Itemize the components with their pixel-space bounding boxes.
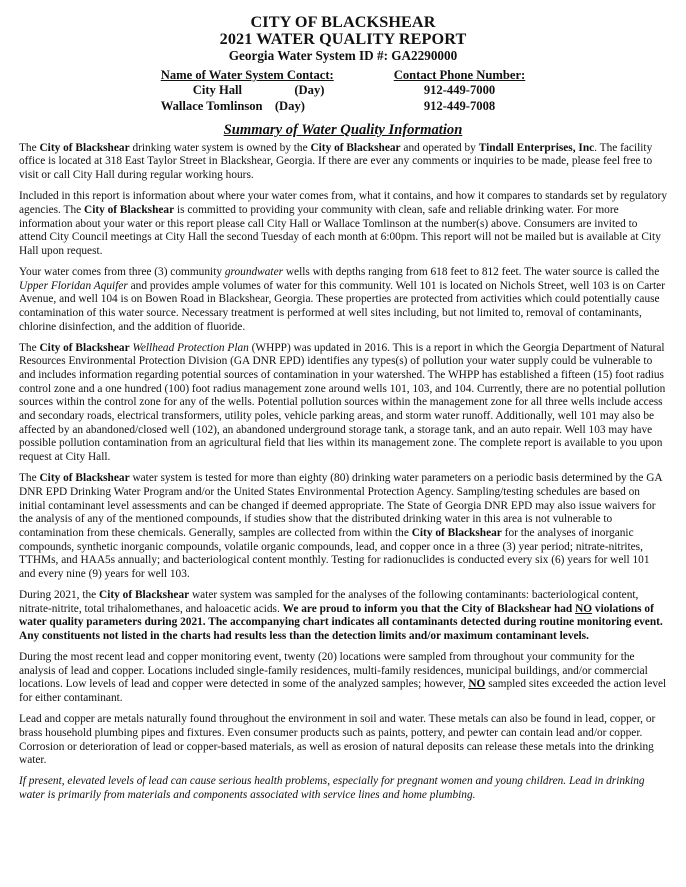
report-header (19, 14, 667, 63)
paragraph-water-source: Your water comes from three (3) community groundwater wells with depths ranging from 618 feet to 812 feet. The water source is called the Upper Floridan Aquifer and provides ample volumes of water for this community. Well 101 is located on Nichols Street, well 103 is on Carter Avenue, and well 104 is on Bowen Road in Blackshear, Georgia. These properties are protected from activities which could potentially cause contamination of this water source. Necessary treatment is performed at well sites including, but not limited to, removal of contaminants, chlorine disinfection, and the addition of fluoride. (19, 266, 665, 333)
paragraph-ownership: The City of Blackshear drinking water system is owned by the City of Blackshear and operated by Tindall Enterprises, Inc. The facility office is located at 318 East Taylor Street in Blackshear, Georgia. If there are ever any comments or inquiries to be made, please feel free to visit or call City Hall during regular working hours. (19, 141, 653, 182)
paragraph-lead-health: If present, elevated levels of lead can cause serious health problems, especially for pregnant women and young children. Lead in drinking water is primarily from materials and components associated with service lines and home plumbing. (19, 775, 645, 802)
contact-name: Wallace Tomlinson (160, 98, 263, 113)
contact-names-column (161, 68, 334, 114)
contact-time: (Day) (294, 83, 325, 98)
report-title: 2021 WATER QUALITY REPORT (219, 30, 467, 48)
paragraph-2021-results: During 2021, the City of Blackshear water system was sampled for the analyses of the following contaminants: bacteriological content, nitrate-nitrite, total trihalomethanes, and haloacetic acids. We are proud to inform you that the City of Blackshear had NO violations of water quality parameters during 2021. The accompanying chart indicates all contaminants detected during routine monitoring event. Any constituents not listed in the charts had results less than the detection limits and/or maximum contaminant levels. (19, 588, 663, 642)
contact-phone-heading: Contact Phone Number: (393, 68, 526, 82)
contact-phones-column (394, 68, 526, 114)
contact-row-wallace (161, 99, 334, 114)
contact-name-heading: Name of Water System Contact: (160, 68, 334, 82)
paragraph-wellhead-protection: The City of Blackshear Wellhead Protection Plan (WHPP) was updated in 2016. This is a report in which the Georgia Department of Natural Resources Environmental Protection Division (GA DNR EPD) identifies any types(s) of pollution your water supply could be vulnerable to and includes information regarding potential sources of contamination in your watershed. The WHPP has established a fifteen (15) foot radius control zone and a one hundred (100) foot radius management zone around wells 101, 103, and 104. Currently, there are no potential pollution sources within the control zone for any of the wells. Potential pollution sources within the management zone for all three wells include access and secondary roads, electrical transformers, utility poles, vehicle parking areas, and storm water runoff. Additionally, well 101 may also be affected by an abandoned/closed well (102), an abandoned underground storage tank, a storage tank, and an auto repair. Well 103 may have possible pollution contamination from an agricultural field that lies within its management zone. The complete report is available to you upon request at City Hall. (19, 341, 666, 464)
phone-wallace: 912-449-7008 (423, 98, 496, 113)
system-id: Georgia Water System ID #: GA2290000 (228, 48, 458, 63)
contact-name: City Hall (192, 83, 243, 98)
summary-heading: Summary of Water Quality Information (223, 122, 463, 139)
paragraph-report-info: Included in this report is information about where your water comes from, what it contains, and how it compares to standards set by regulatory agencies. The City of Blackshear is committed to providing your community with clean, safe and reliable drinking water. For more information about your water or this report please call City Hall or Wallace Tomlinson at the number(s) above. Consumers are invited to attend City Council meetings at City Hall the second Tuesday of each month at 6:00pm. This report will not be mailed but is available at City Hall upon request. (19, 190, 668, 257)
phone-city-hall: 912-449-7000 (423, 83, 496, 98)
contacts-block (19, 68, 667, 114)
paragraph-testing: The City of Blackshear water system is tested for more than eighty (80) drinking water parameters on a periodic basis determined by the GA DNR EPD Drinking Water Program and/or the United States Environmental Protection Agency. Sampling/testing schedules are based on initial contaminant level assessments and can be changed if deemed appropriate. The State of Georgia DNR EPD may also issue waivers for the analysis of any of the mentioned compounds, if studies show that the distributed drinking water in this area is not vulnerable to contamination from these chemicals. Generally, samples are collected from within the City of Blackshear for the analyses of inorganic compounds, synthetic inorganic compounds, volatile organic compounds, lead, and copper once in a three (3) year period; nitrate-nitrites, TTHMs, and HAA5s annually; and bacteriological content monthly. Testing for radionuclides is conducted every six (6) years for well 101 and every nine (9) years for well 103. (19, 472, 662, 580)
city-title: CITY OF BLACKSHEAR (250, 13, 436, 31)
paragraph-lead-copper-monitoring: During the most recent lead and copper monitoring event, twenty (20) locations were sampled from throughout your community for the analysis of lead and copper. Locations included single-family residences, multi-family residences, municipal buildings, and/or commercial locations. Low levels of lead and copper were detected in some of the analyzed samples; however, NO sampled sites exceeded the action level for either contaminant. (19, 651, 667, 705)
contact-row-city-hall (161, 83, 334, 98)
paragraph-lead-copper-sources: Lead and copper are metals naturally found throughout the environment in soil and water. These metals can also be found in lead, copper, or brass household plumbing pipes and fixtures. Even consumer products such as paints, pottery, and pewter can contain lead and/or copper. Corrosion or deterioration of lead or copper-based materials, as well as erosion of natural deposits can release these metals into the drinking water. (19, 713, 656, 767)
contact-time: (Day) (274, 98, 305, 113)
